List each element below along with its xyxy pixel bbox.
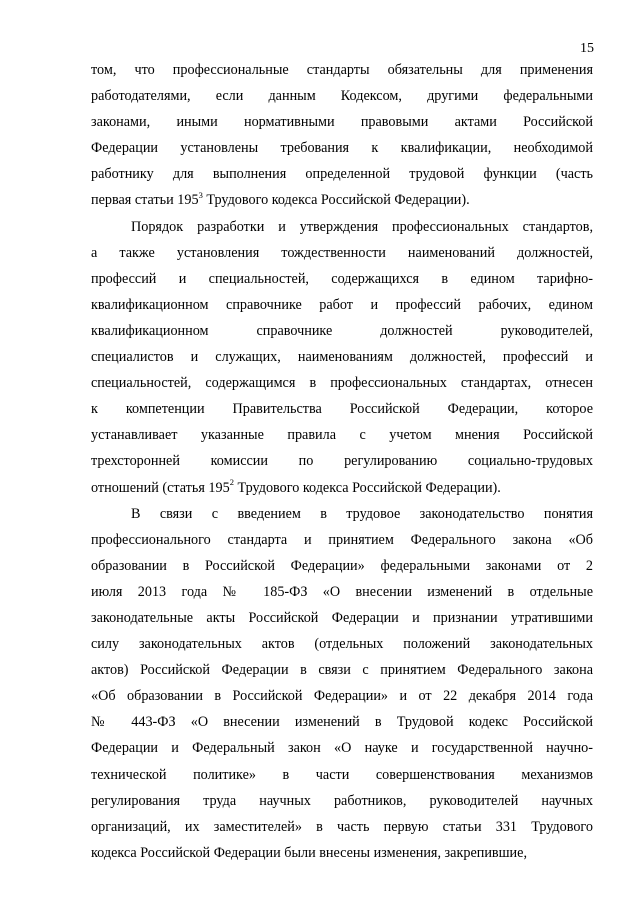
superscript-index: 2	[229, 476, 234, 487]
page-number: 15	[580, 41, 594, 56]
text-line: квалификационном справочнике должностей руководителей,	[91, 322, 593, 339]
text-line: Федерации установлены требования к квалификации, необходимой	[91, 140, 593, 157]
text-line: июля 2013 года № 185-ФЗ «О внесении изменений в отдельные	[91, 583, 593, 600]
text-line: устанавливает указанные правила с учетом мнения Российской	[91, 427, 593, 444]
text-line: отношений (статья $195^2$ Трудового кодекса Российской Федерации).	[91, 476, 501, 496]
text-line: Порядок разработки и утверждения профессиональных стандартов,	[131, 218, 593, 235]
text-line: профессионального стандарта и принятием Федерального закона «Об	[91, 531, 593, 548]
text-line: работодателями, если данным Кодексом, другими федеральными	[91, 88, 593, 105]
text-line: специалистов и служащих, наименованиям должностей, профессий и	[91, 349, 593, 366]
text-line: квалификационном справочнике работ и профессий рабочих, едином	[91, 296, 593, 313]
paragraph	[91, 214, 593, 501]
paragraph	[91, 501, 593, 866]
text-line: том, что профессиональные стандарты обязательны для применения	[91, 62, 593, 78]
text-line: кодекса Российской Федерации были внесены изменения, закрепившие,	[91, 844, 527, 861]
text-line: законами, иными нормативными правовыми актами Российской	[91, 114, 593, 131]
text-line: организаций, их заместителей» в часть первую статьи 331 Трудового	[91, 818, 593, 835]
body-text	[91, 57, 593, 866]
text-line: первая статьи $195^3$ Трудового кодекса Российской Федерации).	[91, 189, 470, 209]
text-line: к компетенции Правительства Российской Федерации, которое	[91, 401, 593, 418]
text-line: В связи с введением в трудовое законодательство понятия	[131, 505, 593, 522]
text-line: законодательные акты Российской Федерации и признании утратившими	[91, 609, 593, 626]
text-line: а также установления тождественности наименований должностей,	[91, 244, 593, 261]
text-line: силу законодательных актов (отдельных положений законодательных	[91, 636, 593, 653]
text-line: актов) Российской Федерации в связи с принятием Федерального закона	[91, 662, 593, 679]
text-line: технической политике» в части совершенствования механизмов	[91, 766, 593, 783]
text-line: регулирования труда научных работников, руководителей научных	[91, 792, 593, 809]
text-line: Федерации и Федеральный закон «О науке и государственной научно-	[91, 740, 593, 757]
text-line: трехсторонней комиссии по регулированию социально-трудовых	[91, 453, 593, 470]
text-line: образовании в Российской Федерации» федеральными законами от 2	[91, 557, 593, 574]
superscript-index: 3	[198, 189, 203, 200]
text-line: работнику для выполнения определенной трудовой функции (часть	[91, 166, 593, 183]
paragraph	[91, 57, 593, 214]
text-line: специальностей, содержащимся в профессиональных стандартах, отнесен	[91, 375, 593, 392]
text-line: профессий и специальностей, содержащихся в едином тарифно-	[91, 270, 593, 287]
text-line: «Об образовании в Российской Федерации» и от 22 декабря 2014 года	[91, 688, 593, 705]
text-line: № 443-ФЗ «О внесении изменений в Трудовой кодекс Российской	[91, 714, 593, 731]
